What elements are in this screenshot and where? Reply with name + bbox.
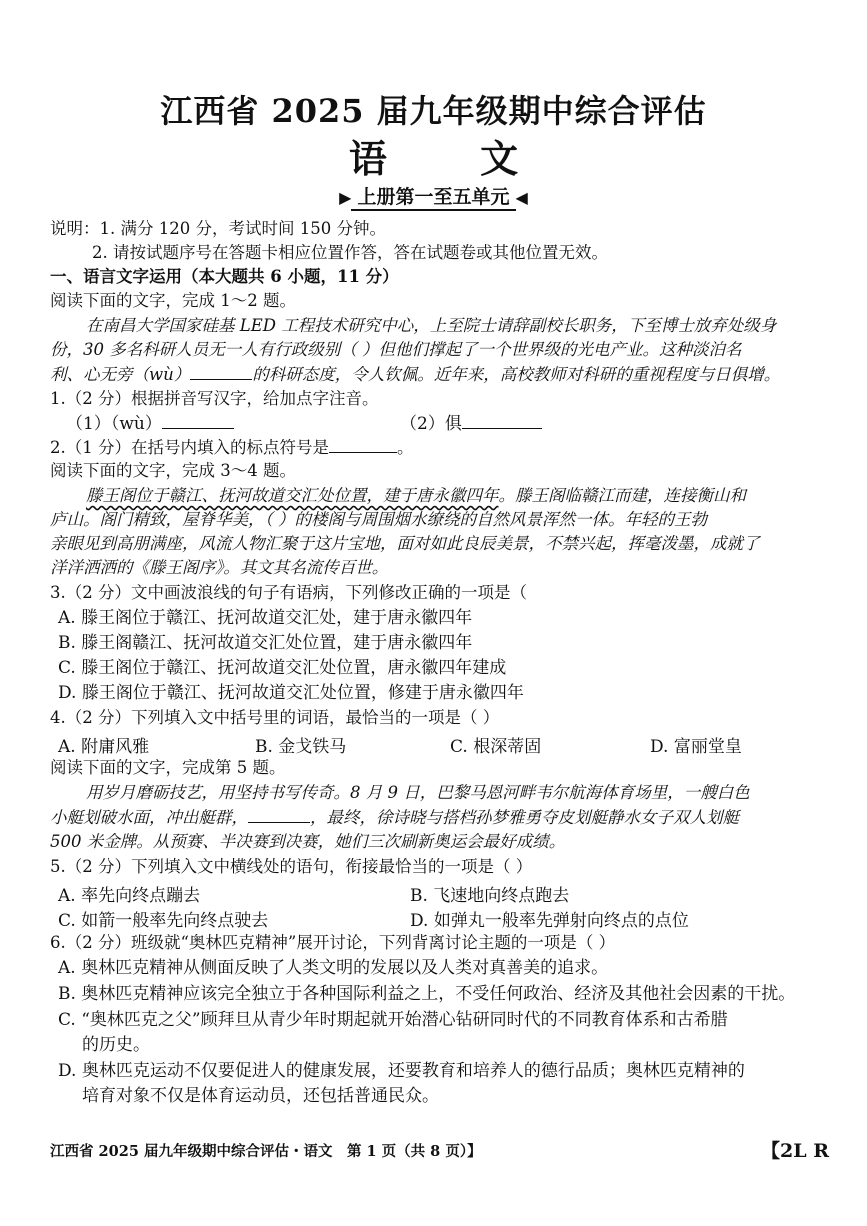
question-6-option-b: B. 奥林匹克精神应该完全独立于各种国际利益之上，不受任何政治、经济及其他社会因素的干扰。 (58, 984, 796, 1004)
question-5-option-c: C. 如箭一般率先向终点驶去 (58, 911, 269, 931)
read-prompt-2: 阅读下面的文字，完成 3～4 题。 (50, 461, 296, 480)
question-6-option-a: A. 奥林匹克精神从侧面反映了人类文明的发展以及人类对真善美的追求。 (58, 958, 609, 978)
passage2-line1: 滕王阁位于赣江、抚河故道交汇处位置，建于唐永徽四年。滕王阁临赣江而建，连接衡山和 (86, 486, 746, 505)
answer-blank (162, 412, 234, 429)
passage1-line1: 在南昌大学国家硅基 LED 工程技术研究中心，上至院士请辞副校长职务，下至博士放弃处级身 (86, 316, 777, 335)
page-footer: 江西省 2025 届九年级期中综合评估・语文 第 1 页（共 8 页）】 (50, 1143, 482, 1160)
question-3-option-a: A. 滕王阁位于赣江、抚河故道交汇处，建于唐永徽四年 (58, 608, 473, 628)
question-4-option-b: B. 金戈铁马 (255, 737, 347, 757)
question-6-option-c-line2: 的历史。 (82, 1035, 150, 1055)
passage1-line3: 利、心无旁（wù） 的科研态度，令人钦佩。近年来，高校教师对科研的重视程度与日俱增。 (50, 365, 781, 384)
exam-title: 江西省 2025 届九年级期中综合评估 (160, 92, 707, 130)
question-6: 6.（2 分）班级就“奥林匹克精神”展开讨论，下列背离讨论主题的一项是（ ） (50, 933, 616, 952)
question-5-option-b: B. 飞速地向终点跑去 (410, 886, 570, 906)
question-6-option-d-line1: D. 奥林匹克运动不仅要促进人的健康发展，还要教育和培养人的德行品质；奥林匹克精神的 (58, 1061, 745, 1081)
answer-blank (248, 806, 310, 823)
passage3-line2: 小艇划破水面，冲出艇群， ，最终，徐诗晓与搭档孙梦雅勇夺皮划艇静水女子双人划艇 (50, 808, 739, 827)
wavy-underlined-sentence: 滕王阁位于赣江、抚河故道交汇处位置，建于唐永徽四年 (86, 486, 499, 505)
scope-text: 上册第一至五单元 (351, 182, 515, 211)
question-2: 2.（1 分）在括号内填入的标点符号是 。 (50, 438, 414, 457)
question-1-part-b: （2）俱 (400, 412, 542, 435)
read-prompt-3: 阅读下面的文字，完成第 5 题。 (50, 758, 286, 777)
question-3-option-b: B. 滕王阁赣江、抚河故道交汇处位置，建于唐永徽四年 (58, 633, 473, 653)
question-4-option-a: A. 附庸风雅 (58, 737, 150, 757)
question-1: 1.（2 分）根据拼音写汉字，给加点字注音。 (50, 389, 379, 408)
instruction-1: 说明：1. 满分 120 分，考试时间 150 分钟。 (50, 219, 386, 238)
question-3: 3.（2 分）文中画波浪线的句子有语病，下列修改正确的一项是（ (50, 583, 527, 602)
question-1-part-a: （1）（wù） (66, 412, 234, 435)
passage3-line3: 500 米金牌。从预赛、半决赛到决赛，她们三次刷新奥运会最好成绩。 (50, 832, 566, 851)
question-4-option-c: C. 根深蒂固 (450, 737, 542, 757)
answer-blank (190, 363, 252, 380)
triangle-left-icon: ◀ (515, 188, 528, 207)
question-5: 5.（2 分）下列填入文中横线处的语句，衔接最恰当的一项是（ ） (50, 857, 533, 876)
question-6-option-d-line2: 培育对象不仅是体育运动员，还包括普通民众。 (82, 1086, 439, 1106)
passage1-line2: 份，30 多名科研人员无一人有行政级别（ ）但他们撑起了一个世界级的光电产业。这种淡泊名 (50, 340, 742, 359)
question-3-option-d: D. 滕王阁位于赣江、抚河故道交汇处位置，修建于唐永徽四年 (58, 683, 524, 703)
read-prompt-1: 阅读下面的文字，完成 1～2 题。 (50, 291, 296, 310)
exam-code: 【2L R (761, 1140, 829, 1162)
passage3-line1: 用岁月磨砺技艺，用坚持书写传奇。8 月 9 日，巴黎马恩河畔韦尔航海体育场里，一艘白色 (86, 783, 750, 802)
passage2-line2: 庐山。阁门精致，屋脊华美，（ ）的楼阁与周围烟水缭绕的自然风景浑然一体。年轻的王勃 (50, 510, 707, 529)
triangle-right-icon: ▶ (339, 188, 352, 207)
answer-blank (329, 436, 397, 453)
passage2-line4: 洋洋洒洒的《滕王阁序》。其文其名流传百世。 (50, 558, 389, 577)
scope-banner (0, 182, 867, 211)
question-6-option-c-line1: C. “奥林匹克之父”顾拜旦从青少年时期起就开始潜心钻研同时代的不同教育体系和古希腊 (58, 1010, 728, 1030)
section-heading: 一、语言文字运用（本大题共 6 小题，11 分） (50, 267, 399, 286)
question-5-option-d: D. 如弹丸一般率先弹射向终点的点位 (410, 911, 689, 931)
question-4: 4.（2 分）下列填入文中括号里的词语，最恰当的一项是（ ） (50, 708, 500, 727)
subject-title: 语 文 (348, 136, 559, 181)
instruction-2: 2. 请按试题序号在答题卡相应位置作答，答在试题卷或其他位置无效。 (92, 243, 608, 262)
question-4-option-d: D. 富丽堂皇 (650, 737, 742, 757)
passage2-line3: 亲眼见到高朋满座，风流人物汇聚于这片宝地，面对如此良辰美景，不禁兴起，挥毫泼墨，成就了 (50, 534, 760, 553)
question-3-option-c: C. 滕王阁位于赣江、抚河故道交汇处位置，唐永徽四年建成 (58, 658, 507, 678)
answer-blank (462, 412, 542, 429)
question-5-option-a: A. 率先向终点蹦去 (58, 886, 201, 906)
